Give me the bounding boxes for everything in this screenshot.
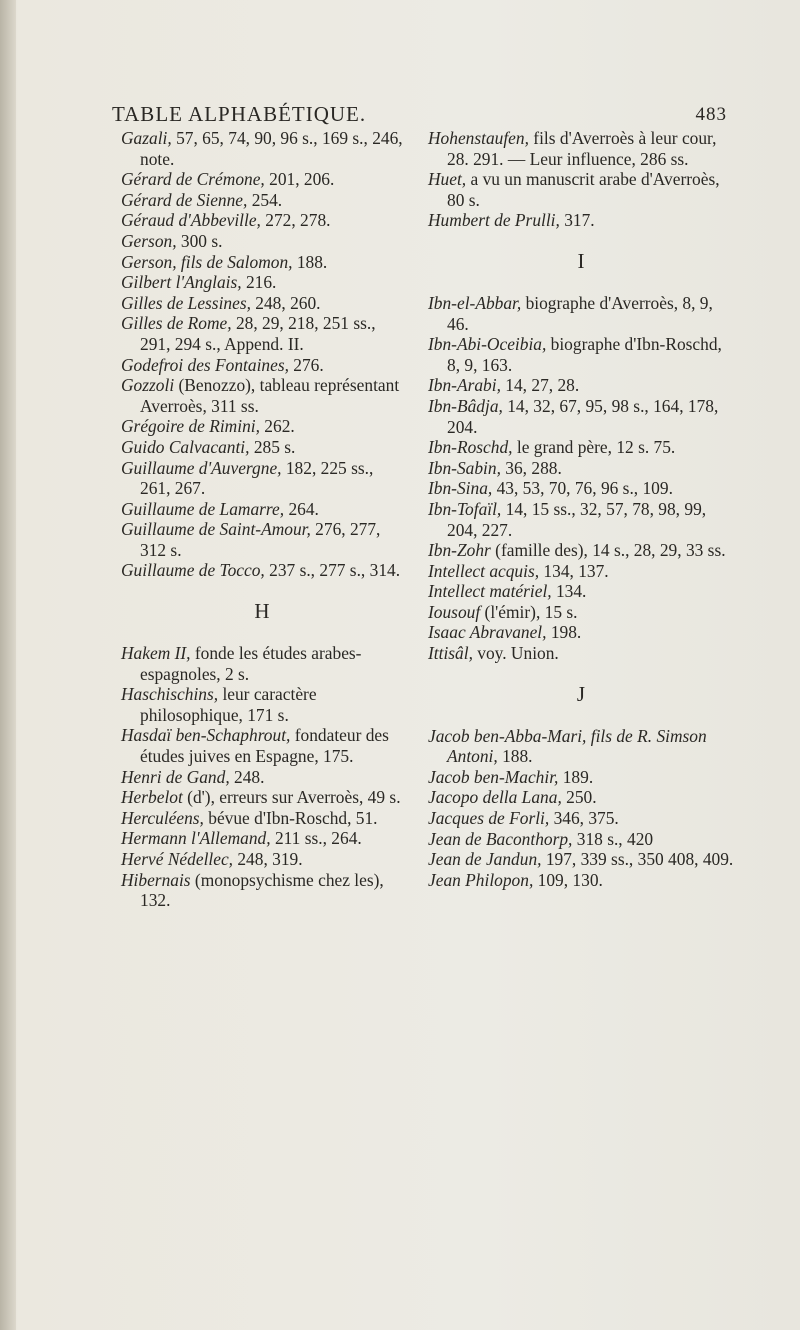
entry-references: voy. Union. — [472, 643, 559, 664]
index-group-j — [428, 726, 734, 891]
entry-references: (l'émir), 15 s. — [480, 601, 578, 622]
entry-references: 109, 130. — [533, 869, 603, 890]
index-column-left — [121, 128, 403, 911]
entry-heading: Gilles de Rome, — [121, 313, 232, 334]
index-entry — [428, 458, 734, 479]
entry-references: 248, 260. — [250, 292, 321, 313]
entry-heading: Hasdaï ben-Schaphrout, — [121, 725, 291, 746]
entry-heading: Grégoire de Rimini, — [121, 416, 260, 437]
entry-references: 237 s., 277 s., 314. — [264, 560, 401, 581]
index-entry — [121, 787, 403, 808]
entry-heading: Humbert de Prulli, — [428, 210, 560, 231]
index-entry — [121, 375, 403, 416]
page-number: 483 — [695, 104, 727, 125]
index-entry — [121, 767, 403, 788]
index-entry — [428, 829, 734, 850]
entry-heading: Herculéens, — [121, 807, 204, 828]
index-entry — [428, 561, 734, 582]
index-entry — [428, 169, 734, 210]
entry-references: 211 ss., 264. — [270, 828, 362, 849]
entry-references: 276, 277, 312 s. — [140, 519, 381, 560]
index-group-g — [121, 128, 403, 581]
page-header — [112, 102, 727, 128]
index-entry — [121, 355, 403, 376]
index-entry — [121, 849, 403, 870]
entry-heading: Ibn-Zohr — [428, 540, 491, 561]
entry-heading: Gérard de Crémone, — [121, 169, 265, 190]
index-entry — [428, 540, 734, 561]
entry-references: 57, 65, 74, 90, 96 s., 169 s., 246, note. — [140, 128, 403, 169]
index-group-h — [121, 643, 403, 911]
entry-heading: Gilbert l'Anglais, — [121, 272, 242, 293]
entry-references: 264. — [284, 498, 319, 519]
entry-heading: Géraud d'Abbeville, — [121, 210, 261, 231]
index-entry — [121, 190, 403, 211]
entry-heading: Isaac Abravanel, — [428, 622, 547, 643]
entry-heading: Guillaume de Lamarre, — [121, 498, 285, 519]
index-entry — [428, 437, 734, 458]
entry-heading: Gerson, fils de Salomon, — [121, 251, 293, 272]
entry-heading: Guillaume d'Auvergne, — [121, 457, 282, 478]
entry-references: 188. — [292, 251, 328, 272]
entry-references: 216. — [241, 272, 277, 293]
entry-references: 189. — [558, 766, 594, 787]
entry-references: 272, 278. — [260, 210, 331, 231]
entry-references: leur caractère philosophique, 171 s. — [140, 684, 317, 725]
index-entry — [428, 499, 734, 540]
index-column-right — [428, 128, 734, 890]
entry-heading: Jean Philopon, — [428, 869, 534, 890]
entry-heading: Jacob ben-Machir, — [428, 766, 559, 787]
index-entry — [121, 416, 403, 437]
index-entry — [121, 210, 403, 231]
index-entry — [121, 313, 403, 354]
entry-references: biographe d'Averroès, 8, 9, 46. — [447, 292, 713, 334]
entry-heading: Henri de Gand, — [121, 766, 230, 787]
index-entry — [121, 252, 403, 273]
section-letter-i: I — [577, 248, 585, 273]
entry-heading: Ibn-Arabi, — [428, 375, 501, 396]
entry-heading: Huet, — [428, 169, 467, 190]
index-entry — [121, 169, 403, 190]
entry-heading: Hibernais — [121, 869, 191, 890]
entry-references: 318 s., 420 — [572, 828, 654, 849]
entry-heading: Gazali, — [121, 128, 172, 148]
index-entry — [428, 128, 734, 169]
entry-heading: Hervé Nédellec, — [121, 849, 234, 869]
book-spine-shadow — [0, 0, 16, 1330]
entry-references: 14, 27, 28. — [500, 375, 580, 396]
entry-heading: Jacopo della Lana, — [428, 787, 562, 808]
index-entry — [428, 210, 734, 231]
entry-heading: Ibn-Roschd, — [428, 437, 513, 458]
section-letter-j: J — [576, 681, 586, 706]
entry-heading: Ibn-Abi-Oceibia, — [428, 334, 547, 355]
index-entry — [121, 725, 403, 766]
index-entry — [121, 231, 403, 252]
entry-heading: Godefroi des Fontaines, — [121, 354, 289, 375]
entry-references: le grand père, 12 s. 75. — [512, 437, 676, 458]
entry-heading: Gilles de Lessines, — [121, 292, 251, 313]
entry-references: 254. — [247, 189, 283, 210]
index-entry — [428, 870, 734, 891]
index-entry — [428, 726, 734, 767]
index-group-h-continued — [428, 128, 734, 231]
entry-references: a vu un manuscrit arabe d'Averroès, 80 s. — [447, 169, 720, 210]
index-entry — [121, 519, 403, 560]
running-title: TABLE ALPHABÉTIQUE. — [112, 102, 367, 126]
entry-references: 36, 288. — [500, 457, 562, 478]
entry-heading: Iousouf — [428, 601, 481, 622]
entry-heading: Ibn-Sina, — [428, 478, 493, 499]
entry-references: (famille des), 14 s., 28, 29, 33 ss. — [490, 540, 726, 561]
index-entry — [121, 458, 403, 499]
entry-references: 14, 32, 67, 95, 98 s., 164, 178, 204. — [447, 395, 719, 437]
entry-references: 276. — [288, 354, 324, 375]
entry-heading: Intellect matériel, — [428, 581, 552, 602]
index-entry — [428, 787, 734, 808]
index-entry — [121, 272, 403, 293]
entry-heading: Guillaume de Tocco, — [121, 560, 265, 581]
entry-heading: Ibn-el-Abbar, — [428, 292, 522, 313]
index-entry — [428, 643, 734, 664]
entry-references: 346, 375. — [549, 808, 619, 829]
entry-heading: Jacob ben-Abba-Mari, fils de R. Simson Antoni, — [428, 725, 707, 767]
index-entry — [121, 560, 403, 581]
entry-references: 43, 53, 70, 76, 96 s., 109. — [492, 478, 673, 499]
index-entry — [121, 808, 403, 829]
entry-references: 197, 339 ss., 350 408, 409. — [541, 849, 734, 870]
entry-references: fondateur des études juives en Espagne, 175. — [140, 725, 389, 767]
entry-heading: Guillaume de Saint-Amour, — [121, 519, 311, 540]
entry-references: 198. — [546, 622, 582, 643]
index-entry — [428, 849, 734, 870]
index-entry — [121, 684, 403, 725]
index-entry — [121, 499, 403, 520]
entry-references: 300 s. — [176, 230, 223, 251]
entry-heading: Ibn-Sabin, — [428, 457, 501, 478]
entry-heading: Gozzoli — [121, 375, 175, 396]
index-entry — [121, 293, 403, 314]
entry-heading: Jean de Baconthorp, — [428, 828, 573, 849]
entry-heading: Hohenstaufen, — [428, 128, 529, 148]
index-entry — [121, 870, 403, 911]
entry-references: (monopsychisme chez les), 132. — [140, 869, 384, 911]
entry-heading: Hermann l'Allemand, — [121, 828, 271, 849]
entry-references: 317. — [559, 210, 595, 231]
entry-references: 262. — [259, 416, 295, 437]
entry-heading: Ittisâl, — [428, 643, 473, 664]
index-entry — [121, 437, 403, 458]
index-entry — [428, 478, 734, 499]
index-entry — [428, 293, 734, 334]
index-entry — [121, 828, 403, 849]
entry-references: 134, 137. — [539, 560, 609, 581]
entry-references: biographe d'Ibn-Roschd, 8, 9, 163. — [447, 334, 722, 375]
index-entry — [428, 396, 734, 437]
entry-heading: Ibn-Bâdja, — [428, 395, 503, 416]
entry-references: 201, 206. — [264, 169, 335, 190]
entry-references: 182, 225 ss., 261, 267. — [140, 457, 374, 499]
index-entry — [428, 375, 734, 396]
entry-heading: Intellect acquis, — [428, 560, 540, 581]
entry-references: 248. — [229, 766, 265, 787]
index-entry — [121, 643, 403, 684]
entry-references: 134. — [551, 581, 587, 602]
entry-references: fils d'Averroès à leur cour, 28. 291. — Leur influence, 286 ss. — [447, 128, 717, 169]
entry-references: (Benozzo), tableau représentant Averroès, 311 ss. — [140, 375, 400, 416]
index-entry — [428, 602, 734, 623]
index-entry — [121, 128, 403, 169]
section-letter-h: H — [254, 599, 270, 624]
entry-references: 28, 29, 218, 251 ss., 291, 294 s., Append. II. — [140, 313, 376, 354]
entry-heading: Hakem II, — [121, 643, 191, 664]
index-entry — [428, 581, 734, 602]
entry-heading: Gérard de Sienne, — [121, 189, 248, 210]
index-entry — [428, 334, 734, 375]
entry-heading: Jean de Jandun, — [428, 849, 542, 870]
index-group-i — [428, 293, 734, 664]
entry-references: 285 s. — [249, 436, 296, 457]
entry-references: 248, 319. — [233, 849, 303, 869]
entry-references: bévue d'Ibn-Roschd, 51. — [203, 807, 378, 828]
entry-heading: Haschischins, — [121, 684, 219, 705]
entry-references: 188. — [497, 746, 533, 767]
entry-heading: Jacques de Forli, — [428, 808, 550, 829]
entry-heading: Herbelot — [121, 787, 183, 808]
entry-references: 250. — [561, 787, 597, 808]
index-entry — [428, 808, 734, 829]
entry-references: fonde les études arabes-espagnoles, 2 s. — [140, 643, 362, 684]
entry-heading: Ibn-Tofaïl, — [428, 498, 502, 519]
entry-references: 14, 15 ss., 32, 57, 78, 98, 99, 204, 227. — [447, 498, 707, 540]
index-entry — [428, 767, 734, 788]
index-entry — [428, 622, 734, 643]
entry-heading: Gerson, — [121, 230, 177, 251]
entry-heading: Guido Calvacanti, — [121, 436, 250, 457]
entry-references: (d'), erreurs sur Averroès, 49 s. — [182, 787, 401, 808]
